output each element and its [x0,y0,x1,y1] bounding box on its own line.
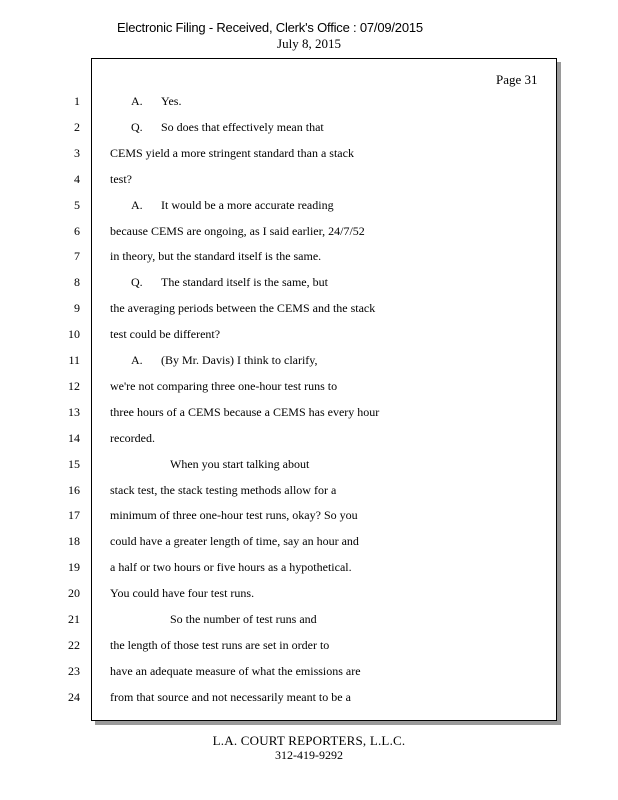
line-number: 7 [74,249,80,264]
line-text: When you start talking about [170,456,310,471]
line-text: the length of those test runs are set in order to [110,637,330,652]
line-text: So the number of test runs and [170,612,317,626]
line-text: recorded. [110,430,155,445]
line-text: So does that effectively mean that [161,119,324,134]
line-text: The standard itself is the same, but [161,275,328,290]
speaker-tag: Q. [131,119,143,134]
line-text: in theory, but the standard itself is the same. [110,249,322,264]
line-number: 5 [74,197,80,212]
line-text: test could be different? [110,327,221,342]
line-number: 2 [74,119,80,134]
reporter-company: L.A. COURT REPORTERS, L.L.C. [212,733,406,748]
line-text: CEMS yield a more stringent standard than a stack [110,145,354,160]
page-number: Page 31 [496,72,538,87]
line-number: 19 [68,560,80,575]
line-number: 10 [68,327,80,342]
filing-stamp: Electronic Filing - Received, Clerk's Office : 07/09/2015 [117,20,423,35]
line-text: It would be a more accurate reading [161,197,334,212]
line-text: we're not comparing three one-hour test runs to [110,378,338,393]
transcript-date: July 8, 2015 [277,36,341,51]
speaker-tag: Q. [131,275,143,290]
line-text: because CEMS are ongoing, as I said earlier, 24/7/52 [110,223,365,238]
line-number: 20 [68,586,80,601]
line-number: 6 [74,223,80,238]
line-number: 21 [68,612,80,626]
speaker-tag: A. [131,353,143,367]
line-number: 1 [74,94,80,108]
line-number: 9 [74,301,80,316]
line-number: 8 [74,275,80,290]
line-number: 14 [68,430,80,445]
line-text: three hours of a CEMS because a CEMS has every hour [110,404,380,419]
line-number: 22 [68,637,80,652]
line-number: 24 [68,689,80,704]
line-number: 18 [68,534,80,549]
line-text: You could have four test runs. [110,586,255,601]
speaker-tag: A. [131,197,143,212]
line-text: could have a greater length of time, say an hour and [110,534,359,549]
line-text: minimum of three one-hour test runs, okay? So you [110,508,358,523]
line-text: test? [110,171,132,186]
line-number: 12 [68,378,80,393]
line-text: a half or two hours or five hours as a hypothetical. [110,560,352,575]
reporter-phone: 312-419-9292 [275,748,343,762]
line-number: 11 [68,353,80,367]
line-text: the averaging periods between the CEMS and the stack [110,301,376,316]
line-number: 4 [74,171,80,186]
line-text: Yes. [161,94,182,108]
line-number: 23 [68,663,80,678]
line-number: 15 [68,456,80,471]
line-text: from that source and not necessarily meant to be a [110,689,351,704]
line-text: (By Mr. Davis) I think to clarify, [161,353,318,367]
line-text: stack test, the stack testing methods allow for a [110,482,337,497]
line-text: have an adequate measure of what the emissions are [110,663,361,678]
line-number: 3 [74,145,80,160]
speaker-tag: A. [131,94,143,108]
line-number: 17 [68,508,80,523]
line-number: 13 [68,404,80,419]
line-number: 16 [68,482,80,497]
